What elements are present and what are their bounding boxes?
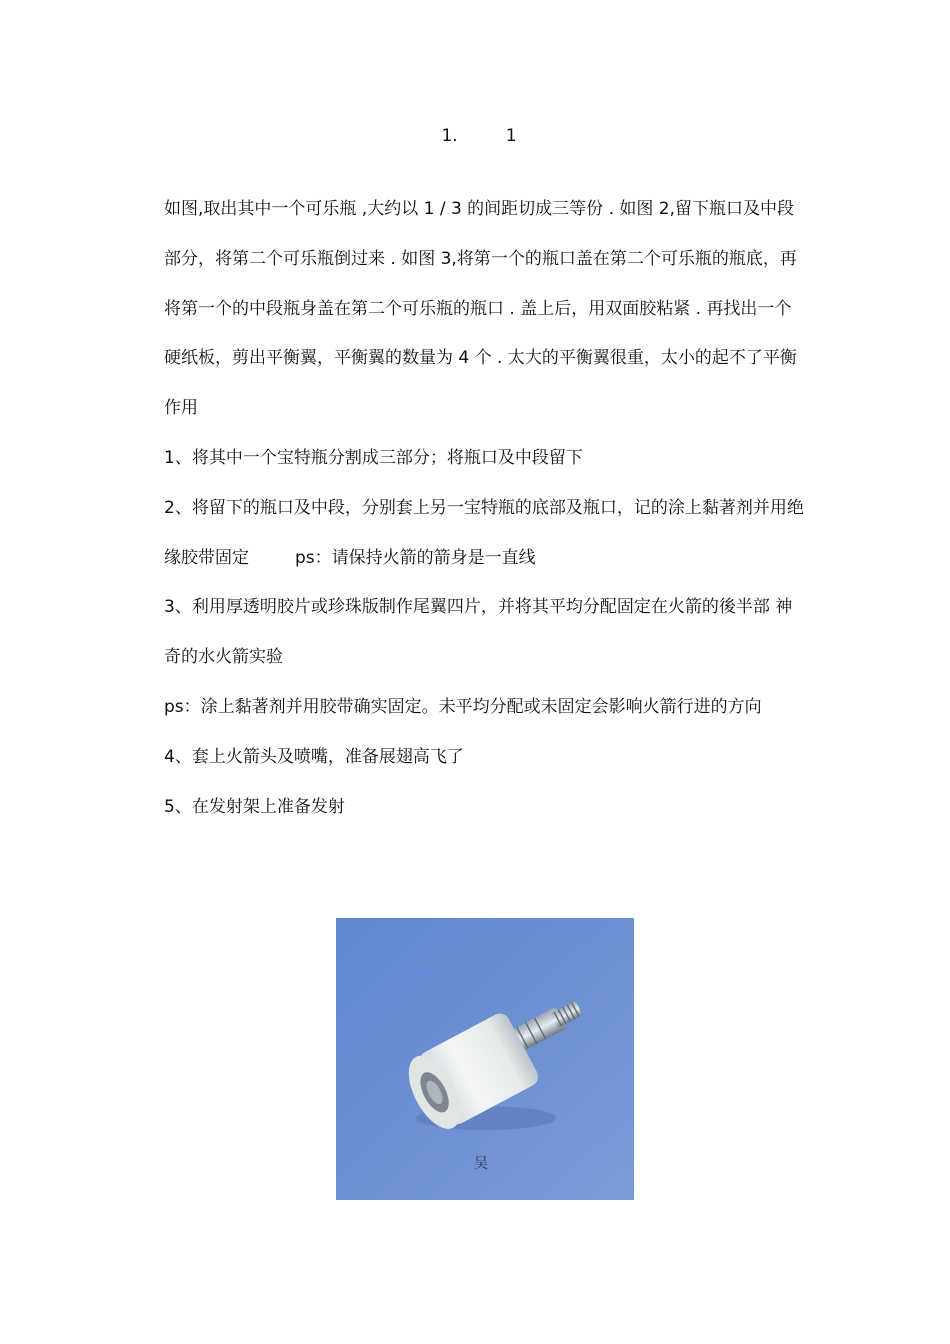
step-1: 1、将其中一个宝特瓶分割成三部分；将瓶口及中段留下 <box>164 447 583 468</box>
step-2-text: 2、将留下的瓶口及中段，分别套上另一宝特瓶的底部及瓶口，记的涂上黏著剂并用绝缘胶带固定 <box>164 497 804 568</box>
heading-label: 1 <box>505 126 517 146</box>
step-2 <box>164 484 808 584</box>
section-heading <box>0 124 950 148</box>
step-4: 4、套上火箭头及喷嘴，准备展翅高飞了 <box>164 746 464 767</box>
intro-paragraph: 如图,取出其中一个可乐瓶 ,大约以 1 / 3 的间距切成三等份 . 如图 2,留下瓶口及中段部分，将第二个可乐瓶倒过来 . 如图 3,将第一个的瓶口盖在第二个可乐瓶的瓶底，再将第一个的中段瓶身盖在第二个可乐瓶的瓶口 . 盖上后，用双面胶粘紧 . 再找出一个硬纸板，剪出平衡翼，平衡翼的数量为 4 个 . 太大的平衡翼很重，太小的起不了平衡作用 <box>164 199 797 419</box>
step-2-ps-note: ps：请保持火箭的箭身是一直线 <box>295 547 536 568</box>
photo-mark: 吴 <box>474 1156 488 1172</box>
nozzle-photo <box>336 918 634 1200</box>
body-text <box>164 185 808 832</box>
heading-number: 1. <box>441 126 458 146</box>
step-5: 5、在发射架上准备发射 <box>164 796 345 817</box>
nozzle-illustration <box>336 918 634 1200</box>
step-3: 3、利用厚透明胶片或珍珠版制作尾翼四片，并将其平均分配固定在火箭的後半部 神奇的水火箭实验 <box>164 597 793 668</box>
step-3-ps-note: ps：涂上黏著剂并用胶带确实固定。未平均分配或未固定会影响火箭行进的方向 <box>164 696 762 717</box>
